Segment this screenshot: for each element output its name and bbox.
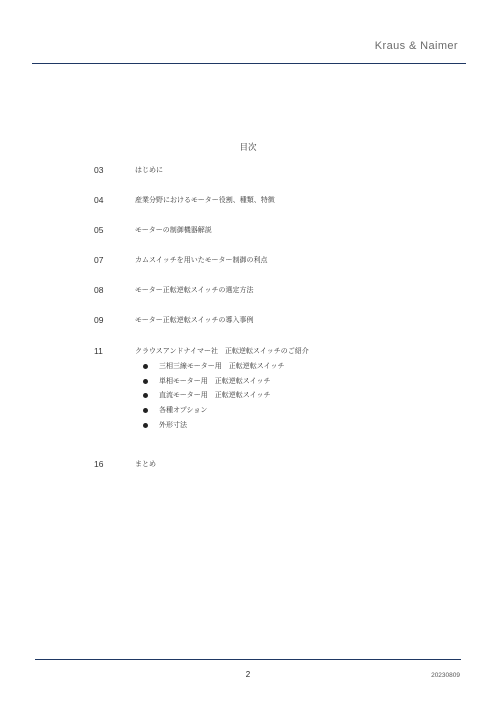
toc-subitem bbox=[0, 405, 496, 417]
toc-entry-title: クラウスアンドナイマー社 正転逆転スイッチのご紹介 bbox=[135, 347, 309, 355]
toc-entry-title: モーターの制御機器解説 bbox=[135, 226, 212, 234]
toc-entry bbox=[0, 315, 496, 327]
toc-page-number: 16 bbox=[94, 459, 104, 469]
toc-entry-title: カムスイッチを用いたモーター制御の利点 bbox=[135, 256, 268, 264]
bullet-icon bbox=[143, 408, 148, 413]
toc-entry bbox=[0, 346, 496, 358]
bullet-icon bbox=[143, 393, 148, 398]
toc-entry bbox=[0, 255, 496, 267]
toc-subitem-title: 三相三線モーター用 正転逆転スイッチ bbox=[159, 362, 285, 370]
toc-entry bbox=[0, 225, 496, 237]
header-rule bbox=[32, 63, 466, 64]
toc-title: 目次 bbox=[239, 143, 257, 153]
page-number: 2 bbox=[245, 670, 251, 679]
bullet-icon bbox=[143, 379, 148, 384]
bullet-icon bbox=[143, 423, 148, 428]
toc-page-number: 07 bbox=[94, 255, 104, 265]
toc-subitem-title: 直流モーター用 正転逆転スイッチ bbox=[159, 391, 271, 399]
toc-entry-title: モーター正転逆転スイッチの導入事例 bbox=[135, 316, 254, 324]
document-date: 20230809 bbox=[431, 672, 460, 679]
toc-subitem bbox=[0, 420, 496, 432]
toc-subitem-title: 外形寸法 bbox=[159, 421, 187, 429]
toc-subitem-title: 各種オプション bbox=[159, 406, 208, 414]
brand-logo: Kraus & Naimer bbox=[374, 40, 458, 52]
toc-page-number: 11 bbox=[94, 346, 103, 356]
bullet-icon bbox=[143, 364, 148, 369]
toc-entry bbox=[0, 195, 496, 207]
toc-entry bbox=[0, 459, 496, 471]
toc-entry-title: モーター正転逆転スイッチの選定方法 bbox=[135, 286, 254, 294]
toc-page-number: 05 bbox=[94, 225, 104, 235]
toc-entry-title: はじめに bbox=[135, 166, 163, 174]
toc-subitem bbox=[0, 390, 496, 402]
toc-page-number: 08 bbox=[94, 285, 104, 295]
toc-page-number: 03 bbox=[94, 165, 104, 175]
toc-subitem-title: 単相モーター用 正転逆転スイッチ bbox=[159, 377, 271, 385]
toc-subitem bbox=[0, 376, 496, 388]
toc-entry-title: まとめ bbox=[135, 460, 156, 468]
footer-rule bbox=[35, 659, 461, 660]
toc-entry bbox=[0, 285, 496, 297]
toc-entry-title: 産業分野におけるモーター役割、種類、特徴 bbox=[135, 196, 275, 204]
toc-subitem bbox=[0, 361, 496, 373]
toc-page-number: 09 bbox=[94, 315, 104, 325]
toc-page-number: 04 bbox=[94, 195, 104, 205]
toc-entry bbox=[0, 165, 496, 177]
